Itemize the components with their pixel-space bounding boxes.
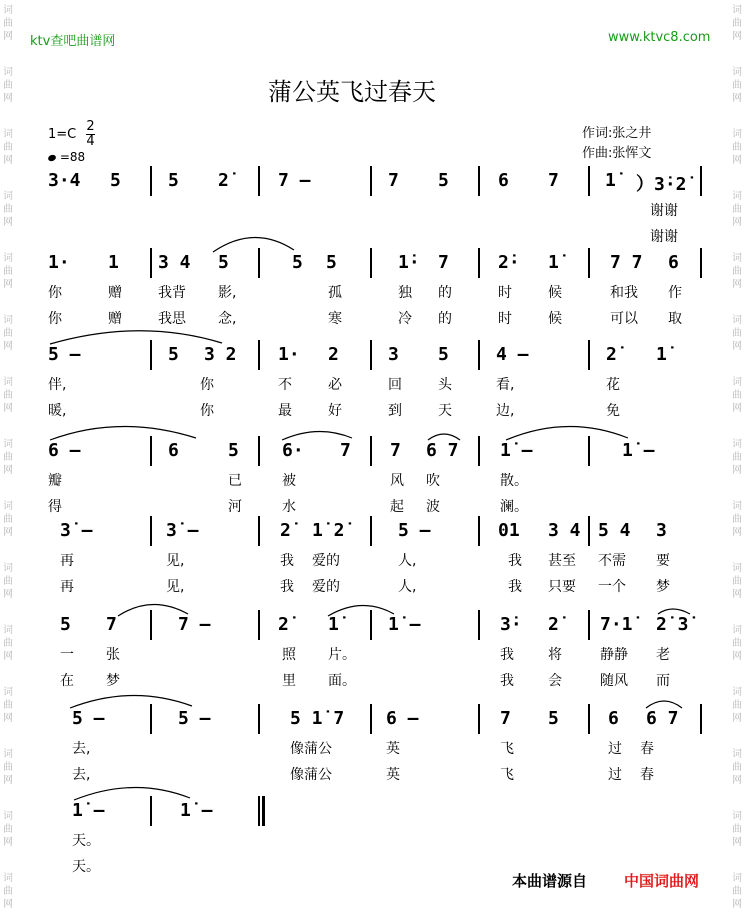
watermark-text: 词曲网 xyxy=(732,749,742,786)
watermark-text: 词曲网 xyxy=(732,501,742,538)
lyric-syllable: 一个 xyxy=(598,579,626,595)
watermark-text: 词曲网 xyxy=(3,749,13,786)
note: 1̇ xyxy=(328,614,339,635)
note: 5 xyxy=(326,252,337,273)
lyric-syllable: 过 xyxy=(608,741,622,757)
lyric-syllable: 去, xyxy=(72,767,91,783)
lyric-syllable: 见, xyxy=(166,579,185,595)
lyric-syllable: 的 xyxy=(438,311,452,327)
note: 1̇ xyxy=(656,344,667,365)
note: 5 xyxy=(168,344,179,365)
tempo-value: =88 xyxy=(59,150,86,164)
note: 5 xyxy=(168,170,179,191)
lyric-syllable: 免 xyxy=(606,403,620,419)
watermark-text: 词曲网 xyxy=(3,563,13,600)
watermark-text: 词曲网 xyxy=(732,191,742,228)
note: 1̇ – xyxy=(388,614,421,635)
note: 7 xyxy=(438,252,449,273)
lyric-syllable: 我 xyxy=(500,673,514,689)
note: 5 xyxy=(60,614,71,635)
watermark-text: 词曲网 xyxy=(732,67,742,104)
watermark-text: 词曲网 xyxy=(732,5,742,42)
note: 4 – xyxy=(496,344,529,365)
lyric-syllable: 花 xyxy=(606,377,620,393)
note: 1· xyxy=(278,344,300,365)
watermark-text: 词曲网 xyxy=(732,253,742,290)
watermark-text: 词曲网 xyxy=(3,501,13,538)
note: 1̇ 2̇ xyxy=(312,520,345,541)
lyric-syllable: 要 xyxy=(656,553,670,569)
note: 5 – xyxy=(178,708,211,729)
lyric-syllable: 伴, xyxy=(48,377,67,393)
lyric-syllable: 飞 xyxy=(500,767,514,783)
slur-arc xyxy=(428,434,460,440)
lyric-syllable: 春 xyxy=(640,741,654,757)
lyric-syllable: 赠 xyxy=(108,311,122,327)
lyric-syllable: 最 xyxy=(278,403,292,419)
watermark-text: 词曲网 xyxy=(3,191,13,228)
watermark-text: 词曲网 xyxy=(732,873,742,910)
lyric-syllable: 瓣 xyxy=(48,473,62,489)
lyric-syllable: 片。 xyxy=(328,647,356,663)
note: 3 xyxy=(388,344,399,365)
note: 2 xyxy=(328,344,339,365)
note: 1̇ – xyxy=(500,440,533,461)
lyric-syllable: 时 xyxy=(498,285,512,301)
lyric-syllable: 在 xyxy=(60,673,74,689)
lyric-syllable: 只要 xyxy=(548,579,576,595)
note: 5 – xyxy=(72,708,105,729)
slur-arc xyxy=(118,604,188,616)
watermark-text: 词曲网 xyxy=(3,439,13,476)
note: 2̇ 3̇ xyxy=(656,614,689,635)
note: 6 xyxy=(498,170,509,191)
note: 7 xyxy=(388,170,399,191)
note: 5 xyxy=(548,708,559,729)
lyric-syllable: 孤 xyxy=(328,285,342,301)
slur-arc xyxy=(213,237,294,252)
site-url-right[interactable]: www.ktvc8.com xyxy=(608,30,711,45)
note: 5 xyxy=(292,252,303,273)
note: 7 xyxy=(340,440,351,461)
watermark-text: 词曲网 xyxy=(3,625,13,662)
watermark-text: 词曲网 xyxy=(732,811,742,848)
lyric-syllable: 一 xyxy=(60,647,74,663)
watermark-text: 词曲网 xyxy=(732,377,742,414)
slur-arc xyxy=(328,605,394,616)
lyric-syllable: 像蒲公 xyxy=(290,741,332,757)
note: 3 4 xyxy=(158,252,191,273)
lyric-syllable: 河 xyxy=(228,499,242,515)
lyric-syllable: 暖, xyxy=(48,403,67,419)
lyric-syllable: 会 xyxy=(548,673,562,689)
lyric-syllable: 的 xyxy=(438,285,452,301)
lyric-syllable: 见, xyxy=(166,553,185,569)
lyric-syllable: 谢谢 xyxy=(650,203,678,219)
note: 6 xyxy=(168,440,179,461)
note: 7 xyxy=(548,170,559,191)
note: 5 xyxy=(110,170,121,191)
watermark-text: 词曲网 xyxy=(732,625,742,662)
lyric-syllable: 你 xyxy=(48,311,62,327)
watermark-text: 词曲网 xyxy=(3,5,13,42)
watermark-text: 词曲网 xyxy=(3,811,13,848)
lyric-syllable: 梦 xyxy=(656,579,670,595)
lyric-syllable: 老 xyxy=(656,647,670,663)
watermark-text: 词曲网 xyxy=(3,687,13,724)
note: 5 xyxy=(438,344,449,365)
lyric-syllable: 像蒲公 xyxy=(290,767,332,783)
note: 7 7 xyxy=(610,252,643,273)
note: 3̇ – xyxy=(166,520,199,541)
time-sig-top: 2 xyxy=(86,119,95,134)
lyric-syllable: 你 xyxy=(48,285,62,301)
lyric-syllable: 取 xyxy=(668,311,682,327)
note: 01 xyxy=(498,520,520,541)
lyric-syllable: 作 xyxy=(668,285,682,301)
slur-arc xyxy=(70,695,192,708)
lyric-syllable: 面。 xyxy=(328,673,356,689)
lyric-syllable: 梦 xyxy=(106,673,120,689)
lyric-syllable: 张 xyxy=(106,647,120,663)
lyric-syllable: 看, xyxy=(496,377,515,393)
lyric-syllable: 可以 xyxy=(610,311,638,327)
lyric-syllable: 我思 xyxy=(158,311,186,327)
note: 5 xyxy=(438,170,449,191)
note: 5 1̇ 7 xyxy=(290,708,345,729)
lyricist: 作词:张之井 xyxy=(582,126,652,141)
source-label: 本曲谱源自 xyxy=(512,872,588,890)
lyric-syllable: 飞 xyxy=(500,741,514,757)
lyric-syllable: 再 xyxy=(60,579,74,595)
note: 3 xyxy=(656,520,667,541)
note: 1̇ xyxy=(548,252,559,273)
watermark-text: 词曲网 xyxy=(3,253,13,290)
note: 6 xyxy=(668,252,679,273)
lyric-syllable: 随风 xyxy=(600,673,628,689)
lyric-syllable: 静静 xyxy=(600,647,628,663)
lyric-syllable: 你 xyxy=(200,403,214,419)
lyric-syllable: 过 xyxy=(608,767,622,783)
lyric-syllable: 边, xyxy=(496,403,515,419)
lyric-syllable: 我 xyxy=(508,579,522,595)
lyric-syllable: 散。 xyxy=(500,473,528,489)
watermark-text: 词曲网 xyxy=(732,439,742,476)
time-sig-bottom: 4 xyxy=(86,134,95,149)
lyric-syllable: 甚至 xyxy=(548,553,576,569)
key-label: 1=C xyxy=(48,127,77,142)
lyric-syllable: 候 xyxy=(548,311,562,327)
watermark-text: 词曲网 xyxy=(732,129,742,166)
composer: 作曲:张恽文 xyxy=(582,146,652,161)
lyric-syllable: 你 xyxy=(200,377,214,393)
lyric-syllable: 吹 xyxy=(426,473,440,489)
watermark-text: 词曲网 xyxy=(3,67,13,104)
lyric-syllable: 头 xyxy=(438,377,452,393)
lyric-syllable: 波 xyxy=(426,499,440,515)
note: 3̇ – xyxy=(60,520,93,541)
lyric-syllable: 起 xyxy=(390,499,404,515)
lyric-syllable: 不 xyxy=(278,377,292,393)
lyric-syllable: 英 xyxy=(386,741,400,757)
watermark-text: 词曲网 xyxy=(732,315,742,352)
lyric-syllable: 必 xyxy=(328,377,342,393)
lyric-syllable: 候 xyxy=(548,285,562,301)
note: 1· xyxy=(48,252,70,273)
watermark-text: 词曲网 xyxy=(732,563,742,600)
note: 6 7 xyxy=(426,440,459,461)
note: 6 7 xyxy=(646,708,679,729)
note: 7 – xyxy=(178,614,211,635)
lyric-syllable: 爱的 xyxy=(312,553,340,569)
lyric-syllable: 天。 xyxy=(72,833,100,849)
note: 1̇ – xyxy=(180,800,213,821)
lyric-syllable: 澜。 xyxy=(500,499,528,515)
note: 7 xyxy=(390,440,401,461)
lyric-syllable: 人, xyxy=(398,553,417,569)
note: 1̇· xyxy=(398,252,420,273)
lyric-syllable: 好 xyxy=(328,403,342,419)
note: 3 4 xyxy=(548,520,581,541)
lyric-syllable: 我 xyxy=(280,553,294,569)
lyric-syllable: 里 xyxy=(282,673,296,689)
note: 5 xyxy=(218,252,229,273)
note: 5 – xyxy=(48,344,81,365)
lyric-syllable: 英 xyxy=(386,767,400,783)
note: 7 xyxy=(106,614,117,635)
source-site[interactable]: 中国词曲网 xyxy=(624,872,700,890)
note: 2̇ xyxy=(606,344,617,365)
slur-arc xyxy=(50,331,222,344)
slur-arc xyxy=(658,609,690,614)
note: 1 xyxy=(108,252,119,273)
note: 6 xyxy=(608,708,619,729)
lyric-syllable: 将 xyxy=(548,647,562,663)
note: 6· xyxy=(282,440,304,461)
site-name-left[interactable]: ktv查吧曲谱网 xyxy=(30,34,116,49)
lyric-syllable: 已 xyxy=(228,473,242,489)
lyric-syllable: 去, xyxy=(72,741,91,757)
lyric-syllable: 我 xyxy=(500,647,514,663)
note: 7 – xyxy=(278,170,311,191)
lyric-syllable: 风 xyxy=(390,473,404,489)
watermark-text: 词曲网 xyxy=(732,687,742,724)
lyric-syllable: 和我 xyxy=(610,285,638,301)
lyric-syllable: 水 xyxy=(282,499,296,515)
lyric-syllable: 而 xyxy=(656,673,670,689)
watermark-text: 词曲网 xyxy=(3,129,13,166)
lyric-syllable: 回 xyxy=(388,377,402,393)
slur-arc xyxy=(74,787,190,800)
lyric-syllable: 到 xyxy=(388,403,402,419)
lyric-syllable: 天 xyxy=(438,403,452,419)
note: ）3̇·2̇ xyxy=(636,174,687,195)
lyric-syllable: 被 xyxy=(282,473,296,489)
note: 7·1̇ xyxy=(600,614,633,635)
note: 6 – xyxy=(48,440,81,461)
note: 5 – xyxy=(398,520,431,541)
note: 1̇ – xyxy=(72,800,105,821)
watermark-text: 词曲网 xyxy=(3,377,13,414)
watermark-text: 词曲网 xyxy=(3,315,13,352)
lyric-syllable: 念, xyxy=(218,311,237,327)
lyric-syllable: 时 xyxy=(498,311,512,327)
note: 7 xyxy=(500,708,511,729)
note: 2̇ xyxy=(278,614,289,635)
slur-arc xyxy=(50,426,196,440)
lyric-syllable: 冷 xyxy=(398,311,412,327)
slur-arc xyxy=(506,426,628,440)
lyric-syllable: 我背 xyxy=(158,285,186,301)
lyric-syllable: 寒 xyxy=(328,311,342,327)
lyric-syllable: 谢谢 xyxy=(650,229,678,245)
lyric-syllable: 独 xyxy=(398,285,412,301)
lyric-syllable: 我 xyxy=(508,553,522,569)
note: 3·4 xyxy=(48,170,81,191)
lyric-syllable: 人, xyxy=(398,579,417,595)
note: 2̇ xyxy=(218,170,229,191)
note: 5 4 xyxy=(598,520,631,541)
lyric-syllable: 赠 xyxy=(108,285,122,301)
lyric-syllable: 天。 xyxy=(72,859,100,875)
note: 1̇ xyxy=(605,170,616,191)
lyric-syllable: 不需 xyxy=(598,553,626,569)
note: 3 2 xyxy=(204,344,237,365)
note: 6 – xyxy=(386,708,419,729)
lyric-syllable: 得 xyxy=(48,499,62,515)
watermark-text: 词曲网 xyxy=(3,873,13,910)
lyric-syllable: 再 xyxy=(60,553,74,569)
note: 2̇ xyxy=(280,520,291,541)
note: 3̇· xyxy=(500,614,522,635)
note: 5 xyxy=(228,440,239,461)
lyric-syllable: 照 xyxy=(282,647,296,663)
note: 2̇· xyxy=(498,252,520,273)
song-title: 蒲公英飞过春天 xyxy=(268,78,436,106)
slur-arc xyxy=(282,431,352,440)
note: 2̇ xyxy=(548,614,559,635)
lyric-syllable: 爱的 xyxy=(312,579,340,595)
note: 1̇ – xyxy=(622,440,655,461)
slur-arc xyxy=(646,701,682,708)
lyric-syllable: 春 xyxy=(640,767,654,783)
lyric-syllable: 影, xyxy=(218,285,237,301)
lyric-syllable: 我 xyxy=(280,579,294,595)
